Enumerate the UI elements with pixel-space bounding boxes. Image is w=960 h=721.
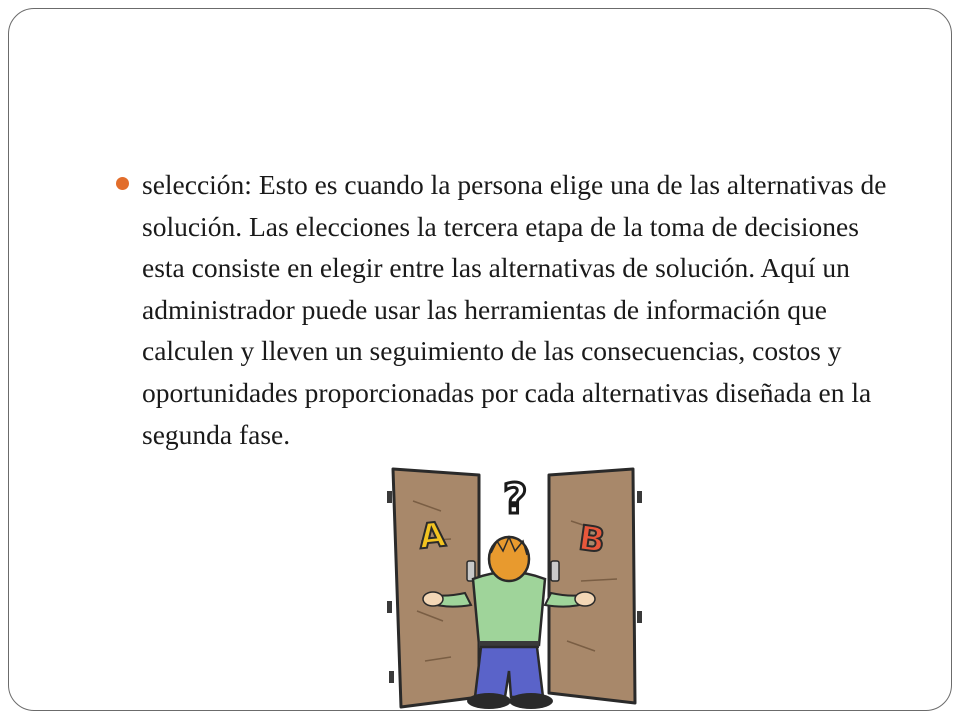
right-door [549,469,642,703]
left-door [387,469,479,707]
door-label-b: B [576,518,608,562]
decision-doors-illustration [381,461,651,721]
slide-frame [8,8,952,711]
bullet-dot-icon [116,177,129,190]
bullet-text: selección: Esto es cuando la persona elige una de las alternativas de solución. Las elecciones la tercera etapa de la toma de decisiones esta consiste en elegir entre las alternativas de solución. Aquí un administrador puede usar las herramientas de información que calculen y lleven un seguimiento de las consecuencias, costos y oportunidades proporcionadas por cada alternativas diseñada en la segunda fase. [142,169,887,450]
question-mark: ? [503,474,528,523]
door-label-a: A [417,514,448,558]
